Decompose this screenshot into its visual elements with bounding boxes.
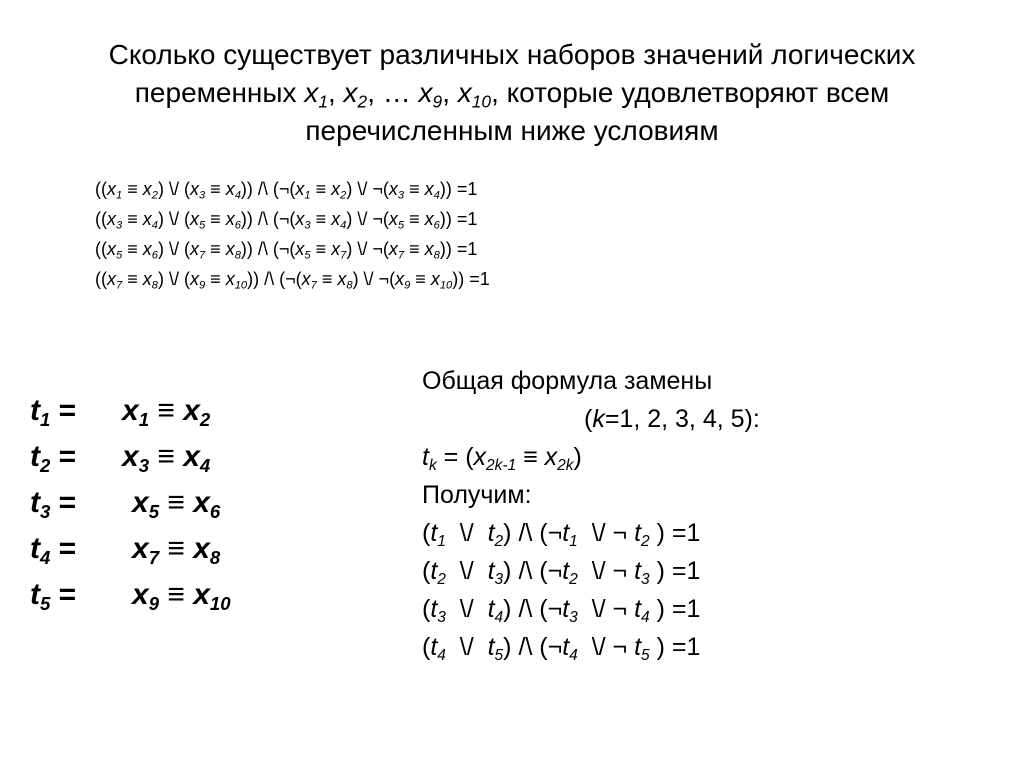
formula-heading: Общая формула замены xyxy=(422,367,713,395)
title-line-3: перечисленным ниже условиям xyxy=(305,115,719,146)
formula-tk: $t_k = (x_{2k-1} \equiv x_{2k})$ xyxy=(422,443,582,474)
result-line-3: ($t_3$ \/ $t_4$) /\ ($\neg t_3$ \/ ¬ $t_4$ ) =1 xyxy=(422,595,701,626)
conditions-list xyxy=(95,174,490,294)
result-line-4: ($t_4$ \/ $t_5$) /\ ($\neg t_4$ \/ ¬ $t_5$ ) =1 xyxy=(422,633,701,664)
condition-line-1: ($(x_1 \equiv x_2)$ \/ $(x_3 \equiv x_4)$) /\ ($\neg(x_1 \equiv x_2)$ \/ $\neg(x_3 \equiv x_4)) =1$ xyxy=(95,179,478,202)
result-line-1: ($t_1$ \/ $t_2$) /\ ($\neg t_1$ \/ ¬ $t_2$ ) =1 xyxy=(422,519,701,550)
title-line-2: переменных $x_1$, $x_2$, … $x_9$, $x_{10}$, которые удовлетворяют всем xyxy=(134,77,890,112)
condition-line-4: ($(x_7 \equiv x_8)$ \/ $(x_9 \equiv x_{10})$) /\ ($\neg(x_7 \equiv x_8)$ \/ $\neg(x_9 \equiv x_{10})) =1$ xyxy=(95,269,490,292)
substitution-t3: $t_3$ = $x_5 \equiv x_6$ xyxy=(30,486,221,522)
substitution-t1: $t_1$ = $x_1 \equiv x_2$ xyxy=(30,394,211,430)
formula-result-label: Получим: xyxy=(422,481,532,509)
result-line-2: ($t_2$ \/ $t_3$) /\ ($\neg t_2$ \/ ¬ $t_3$ ) =1 xyxy=(422,557,701,588)
formula-k-range: (k=1, 2, 3, 4, 5): xyxy=(584,405,760,433)
formula-results xyxy=(422,514,760,666)
title-line-1: Сколько существует различных наборов значений логических xyxy=(108,39,916,70)
general-formula xyxy=(422,362,760,666)
substitution-t4: $t_4$ = $x_7 \equiv x_8$ xyxy=(30,532,221,568)
substitution-t5: $t_5$ = $x_9 \equiv x_{10}$ xyxy=(30,578,231,614)
substitution-t2: $t_2$ = $x_3 \equiv x_4$ xyxy=(30,440,211,476)
condition-line-2: ($(x_3 \equiv x_4)$ \/ $(x_5 \equiv x_6)$) /\ ($\neg(x_3 \equiv x_4)$ \/ $\neg(x_5 \equiv x_6)) =1$ xyxy=(95,209,478,232)
slide-title xyxy=(40,36,984,150)
condition-line-3: ($(x_5 \equiv x_6)$ \/ $(x_7 \equiv x_8)$) /\ ($\neg(x_5 \equiv x_7)$ \/ $\neg(x_7 \equiv x_8)) =1$ xyxy=(95,239,478,262)
substitution-list xyxy=(30,388,231,618)
